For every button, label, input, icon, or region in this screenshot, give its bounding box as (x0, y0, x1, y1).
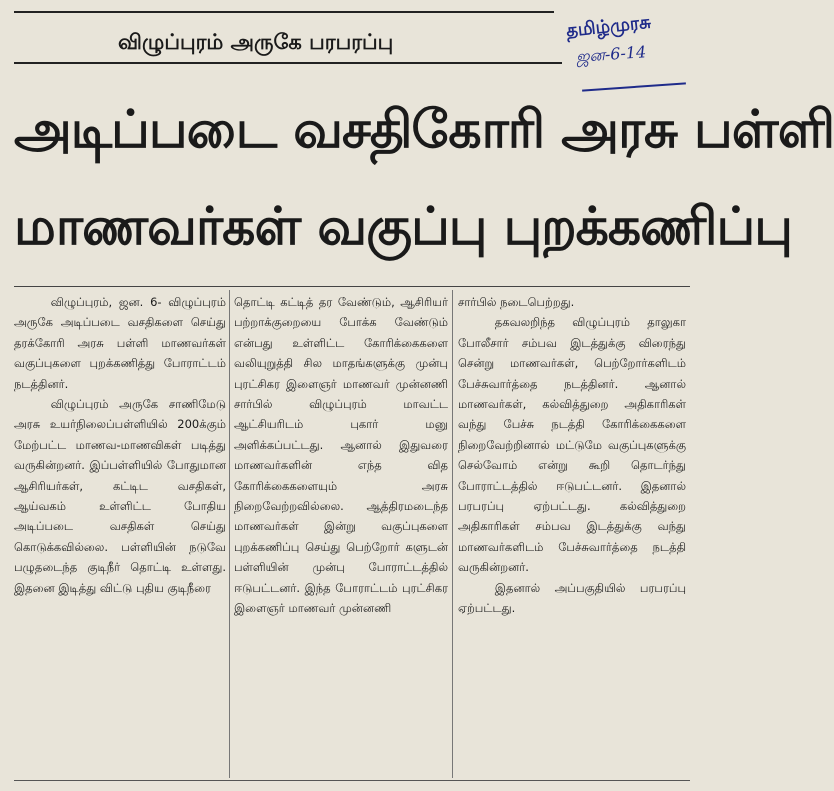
kicker-headline: விழுப்புரம் அருகே பரபரப்பு (118, 30, 394, 54)
main-headline (14, 82, 834, 276)
headline-line-2: மாணவர்கள் வகுப்பு புறக்கணிப்பு (14, 197, 792, 257)
bottom-rule (14, 780, 690, 781)
paragraph: விழுப்புரம் அருகே சாணிமேடு அரசு உயர்நிலைப்பள்ளியில் 200க்கும் மேற்பட்ட மாணவ-மாணவிகள் படித்து வருகின்றனர். இப்பள்ளியில் போதுமான ஆசிரியர்கள், கட்டிட வசதிகள், ஆய்வகம் உள்ளிட்ட போதிய அடிப்படை வசதிகள் செய்து கொடுக்கவில்லை. பள்ளியின் நடுவே பழுதடைந்த குடிநீர் தொட்டி உள்ளது. இதனை இடித்து விட்டு புதிய குடிநீரை (14, 397, 226, 595)
paragraph: சார்பில் நடைபெற்றது. (458, 295, 575, 309)
column-divider (452, 290, 453, 778)
body-rule (14, 286, 690, 287)
paragraph: விழுப்புரம், ஜன. 6- விழுப்புரம் அருகே அடிப்படை வசதிகளை செய்து தரக்கோரி அரசு பள்ளி மாணவர்கள் வகுப்புகளை புறக்கணித்து போராட்டம் நடத்தினர். (14, 295, 226, 391)
handwritten-source-stamp (565, 11, 692, 67)
paragraph: இதனால் அப்பகுதியில் பரபரப்பு ஏற்பட்டது. (458, 580, 686, 616)
paragraph: தொட்டி கட்டித் தர வேண்டும், ஆசிரியர் பற்றாக்குறையை போக்க வேண்டும் என்பது உள்ளிட்ட கோரிக்கைகளை வலியுறுத்தி சில மாதங்களுக்கு முன்பு புரட்சிகர இளைஞர் மாணவர் முன்னணி சார்பில் விழுப்புரம் மாவட்ட ஆட்சியரிடம் புகார் மனு அளிக்கப்பட்டது. ஆனால் இதுவரை மாணவர்களின் எந்த வித கோரிக்கைகளையும் அரசு நிறைவேற்றவில்லை. ஆத்திரமடைந்த மாணவர்கள் இன்று வகுப்புகளை புறக்கணிப்பு செய்து பெற்றோர் களுடன் பள்ளியின் முன்பு போராட்டத்தில் ஈடுபட்டனர். இந்த போராட்டம் புரட்சிகர இளைஞர் மாணவர் முன்னணி (234, 295, 448, 616)
kicker-rule (14, 62, 562, 64)
column-divider (229, 290, 230, 778)
article-column-3 (458, 292, 686, 619)
headline-line-1: அடிப்படை வசதிகோரி அரசு பள்ளி (14, 100, 834, 160)
article-column-2 (234, 292, 448, 619)
article-column-1 (14, 292, 226, 598)
paragraph: தகவலறிந்த விழுப்புரம் தாலுகா போலீசார் சம்பவ இடத்துக்கு விரைந்து சென்று மாணவர்கள், பெற்றோர்களிடம் பேச்சுவார்த்தை நடத்தினர். ஆனால் மாணவர்கள், கல்வித்துறை அதிகாரிகள் வந்து பேச்சு நடத்தி கோரிக்கைகளை நிறைவேற்றினால் மட்டுமே வகுப்புகளுக்கு செல்வோம் என்று கூறி தொடர்ந்து போராட்டத்தில் ஈடுபட்டனர். இதனால் பரபரப்பு ஏற்பட்டது. கல்வித்துறை அதிகாரிகள் சம்பவ இடத்துக்கு வந்து மாணவர்களிடம் பேச்சுவார்த்தை நடத்தி வருகின்றனர். (458, 315, 686, 575)
stamp-paper-name: தமிழ்முரசு (565, 11, 652, 42)
top-rule (14, 11, 554, 13)
stamp-date: ஜன-6-14 (575, 42, 647, 67)
